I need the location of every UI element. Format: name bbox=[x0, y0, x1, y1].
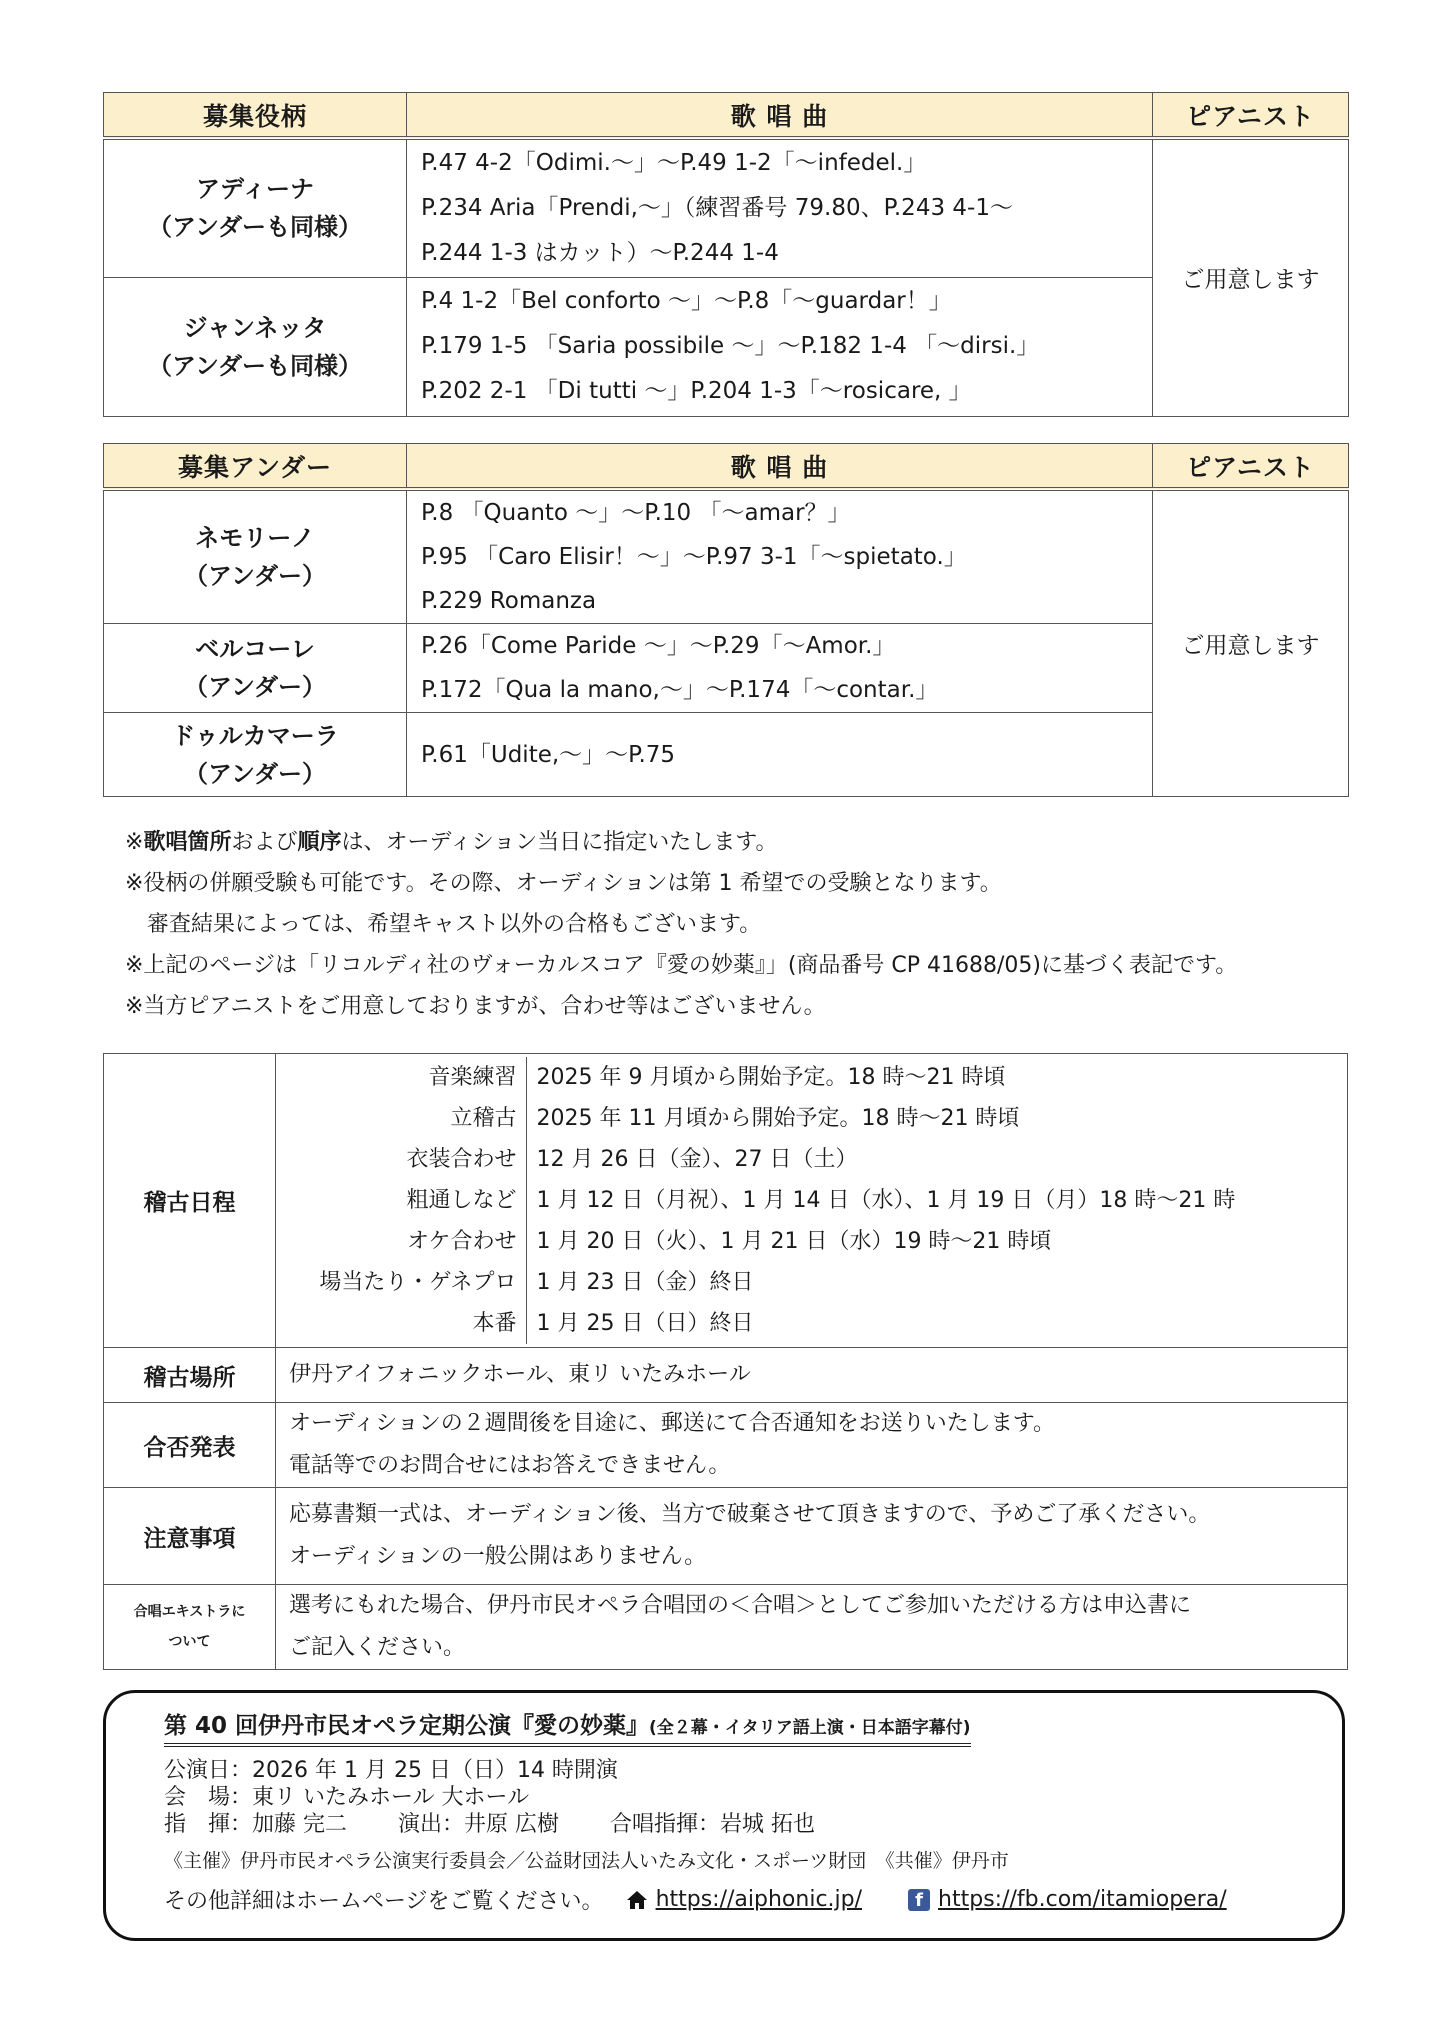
note-line bbox=[125, 822, 1237, 863]
performance-title bbox=[164, 1707, 971, 1747]
performance-info bbox=[164, 1757, 815, 1838]
home-icon bbox=[626, 1890, 648, 1910]
performance-links bbox=[164, 1884, 1227, 1915]
songs-cell bbox=[407, 138, 1153, 277]
schedule-label: オケ合わせ bbox=[406, 1229, 517, 1254]
schedule-label: 音楽練習 bbox=[428, 1065, 517, 1090]
song-line: P.244 1-3 はカット）～P.244 1-4 bbox=[421, 239, 779, 266]
schedule-values bbox=[526, 1057, 1347, 1344]
note-text: は、オーディション当日に指定いたします。 bbox=[341, 830, 778, 855]
pianist-cell: ご用意します bbox=[1153, 138, 1349, 416]
song-line: P.179 1-5 「Saria possibile ～」～P.182 1-4 「～dirsi.」 bbox=[421, 333, 1040, 359]
role-name: ドゥルカマーラ bbox=[171, 721, 339, 750]
song-line: P.229 Romanza bbox=[421, 588, 597, 614]
under-table bbox=[103, 443, 1349, 797]
result-line: オーディションの２週間後を目途に、郵送にて合否通知をお送りいたします。 bbox=[289, 1411, 1056, 1436]
header-under: 募集アンダー bbox=[104, 444, 407, 490]
note-text: および bbox=[231, 830, 298, 855]
under-header-row bbox=[104, 444, 1349, 490]
note-bold: 歌唱箇所 bbox=[143, 830, 232, 855]
song-line: P.4 1-2「Bel conforto ～」～P.8「～guardar！」 bbox=[421, 288, 952, 314]
facebook-link[interactable]: https://fb.com/itamiopera/ bbox=[938, 1887, 1227, 1912]
song-line: P.95 「Caro Elisir！～」～P.97 3-1「～spietato.」 bbox=[421, 544, 967, 570]
note-line: ※上記のページは「リコルディ社のヴォーカルスコア『愛の妙薬』」(商品番号 CP 41688/05)に基づく表記です。 bbox=[125, 953, 1238, 978]
song-line: P.8 「Quanto ～」～P.10 「～amar？」 bbox=[421, 500, 851, 526]
songs-cell bbox=[407, 277, 1153, 416]
header-songs: 歌 唱 曲 bbox=[407, 444, 1153, 490]
songs-cell bbox=[407, 713, 1153, 797]
schedule-value: 2025 年 11 月頃から開始予定。18 時～21 時頃 bbox=[536, 1106, 1020, 1131]
place-text: 伊丹アイフォニックホール、東リ いたみホール bbox=[289, 1362, 751, 1387]
header-pianist: ピアニスト bbox=[1153, 444, 1349, 490]
song-line: P.47 4-2「Odimi.～」～P.49 1-2「～infedel.」 bbox=[421, 149, 927, 176]
result-value bbox=[276, 1403, 1348, 1488]
header-pianist: ピアニスト bbox=[1153, 93, 1349, 139]
facebook-icon: f bbox=[908, 1889, 930, 1911]
role-name: ネモリーノ bbox=[195, 524, 315, 552]
more-info-text: その他詳細はホームページをご覧ください。 bbox=[164, 1889, 604, 1914]
role-cell bbox=[104, 277, 407, 416]
schedule-row bbox=[104, 1054, 1348, 1348]
role-cell bbox=[104, 624, 407, 713]
song-line: P.202 2-1 「Di tutti ～」P.204 1-3「～rosicare, 」 bbox=[421, 378, 972, 404]
chorus-heading-line: 合唱エキストラに bbox=[133, 1604, 246, 1620]
role-name: ジャンネッタ bbox=[183, 313, 327, 342]
caution-line: オーディションの一般公開はありません。 bbox=[289, 1544, 707, 1569]
songs-cell bbox=[407, 489, 1153, 624]
caution-heading: 注意事項 bbox=[104, 1488, 276, 1585]
role-name: ベルコーレ bbox=[195, 635, 315, 663]
role-note: （アンダー） bbox=[183, 562, 327, 590]
performance-date: 公演日：2026 年 1 月 25 日（日）14 時開演 bbox=[164, 1758, 618, 1783]
header-role: 募集役柄 bbox=[104, 93, 407, 139]
schedule-value: 2025 年 9 月頃から開始予定。18 時～21 時頃 bbox=[536, 1065, 1006, 1090]
chorus-heading-line: ついて bbox=[168, 1634, 211, 1650]
schedule-label: 粗通しなど bbox=[406, 1188, 517, 1213]
caution-row bbox=[104, 1488, 1348, 1585]
role-note: （アンダーも同様） bbox=[147, 213, 363, 242]
schedule-label: 本番 bbox=[472, 1311, 517, 1336]
role-note: （アンダー） bbox=[183, 673, 327, 701]
schedule-heading: 稽古日程 bbox=[104, 1054, 276, 1348]
schedule-labels bbox=[276, 1057, 526, 1344]
song-line: P.61「Udite,～」～P.75 bbox=[421, 741, 676, 768]
performance-staff: 指 揮：加藤 完二 演出：井原 広樹 合唱指揮：岩城 拓也 bbox=[164, 1812, 815, 1837]
performance-sponsor: 《主催》伊丹市民オペラ公演実行委員会／公益財団法人いたみ文化・スポーツ財団 《共催》伊丹市 bbox=[164, 1850, 1009, 1872]
schedule-value: 1 月 12 日（月祝）、1 月 14 日（水）、1 月 19 日（月）18 時～21 時 bbox=[536, 1188, 1236, 1213]
note-line: 審査結果によっては、希望キャスト以外の合格もございます。 bbox=[125, 912, 762, 937]
note-mark: ※ bbox=[125, 830, 144, 855]
result-heading: 合否発表 bbox=[104, 1403, 276, 1488]
role-cell bbox=[104, 489, 407, 624]
performance-subtitle: (全２幕・イタリア語上演・日本語字幕付) bbox=[649, 1718, 971, 1738]
performance-box bbox=[103, 1690, 1345, 1941]
place-heading: 稽古場所 bbox=[104, 1348, 276, 1403]
caution-value bbox=[276, 1488, 1348, 1585]
schedule-label: 衣装合わせ bbox=[406, 1147, 517, 1172]
note-line: ※当方ピアニストをご用意しておりますが、合わせ等はございません。 bbox=[125, 994, 826, 1019]
roles-header-row bbox=[104, 93, 1349, 139]
result-row bbox=[104, 1403, 1348, 1488]
place-value bbox=[276, 1348, 1348, 1403]
place-row bbox=[104, 1348, 1348, 1403]
result-line: 電話等でのお問合せにはお答えできません。 bbox=[289, 1453, 731, 1478]
song-line: P.234 Aria「Prendi,～」（練習番号 79.80、P.243 4-1～ bbox=[421, 194, 1013, 221]
songs-cell bbox=[407, 624, 1153, 713]
roles-table bbox=[103, 92, 1349, 417]
role-name: アディーナ bbox=[195, 175, 315, 204]
note-bold: 順序 bbox=[297, 830, 342, 855]
song-line: P.172「Qua la mano,～」～P.174「～contar.」 bbox=[421, 677, 939, 703]
schedule-value: 12 月 26 日（金）、27 日（土） bbox=[536, 1147, 858, 1172]
chorus-value bbox=[276, 1585, 1348, 1670]
performance-title-text: 第 40 回伊丹市民オペラ定期公演『愛の妙薬』 bbox=[164, 1713, 650, 1739]
chorus-heading bbox=[104, 1585, 276, 1670]
schedule-table bbox=[103, 1053, 1348, 1670]
role-note: （アンダー） bbox=[183, 759, 327, 788]
table-row bbox=[104, 138, 1349, 277]
pianist-cell: ご用意します bbox=[1153, 489, 1349, 797]
schedule-value: 1 月 25 日（日）終日 bbox=[536, 1311, 754, 1336]
role-cell bbox=[104, 713, 407, 797]
header-songs: 歌 唱 曲 bbox=[407, 93, 1153, 139]
song-line: P.26「Come Paride ～」～P.29「～Amor.」 bbox=[421, 633, 896, 659]
caution-line: 応募書類一式は、オーディション後、当方で破棄させて頂きますので、予めご了承ください。 bbox=[289, 1502, 1211, 1527]
notes bbox=[125, 822, 1237, 1027]
schedule-value: 1 月 20 日（火）、1 月 21 日（水）19 時～21 時頃 bbox=[536, 1229, 1052, 1254]
chorus-line: ご記入ください。 bbox=[289, 1635, 466, 1660]
role-note: （アンダーも同様） bbox=[147, 351, 363, 380]
chorus-line: 選考にもれた場合、伊丹市民オペラ合唱団の＜合唱＞としてご参加いただける方は申込書に bbox=[289, 1593, 1192, 1618]
chorus-row bbox=[104, 1585, 1348, 1670]
table-row bbox=[104, 489, 1349, 624]
role-cell bbox=[104, 138, 407, 277]
schedule-cell bbox=[276, 1054, 1348, 1348]
schedule-label: 立稽古 bbox=[450, 1106, 517, 1131]
performance-venue: 会 場：東リ いたみホール 大ホール bbox=[164, 1785, 530, 1810]
schedule-label: 場当たり・ゲネプロ bbox=[319, 1270, 517, 1295]
homepage-link[interactable]: https://aiphonic.jp/ bbox=[655, 1887, 863, 1912]
schedule-value: 1 月 23 日（金）終日 bbox=[536, 1270, 754, 1295]
note-line: ※役柄の併願受験も可能です。その際、オーディションは第 1 希望での受験となります。 bbox=[125, 871, 1002, 896]
